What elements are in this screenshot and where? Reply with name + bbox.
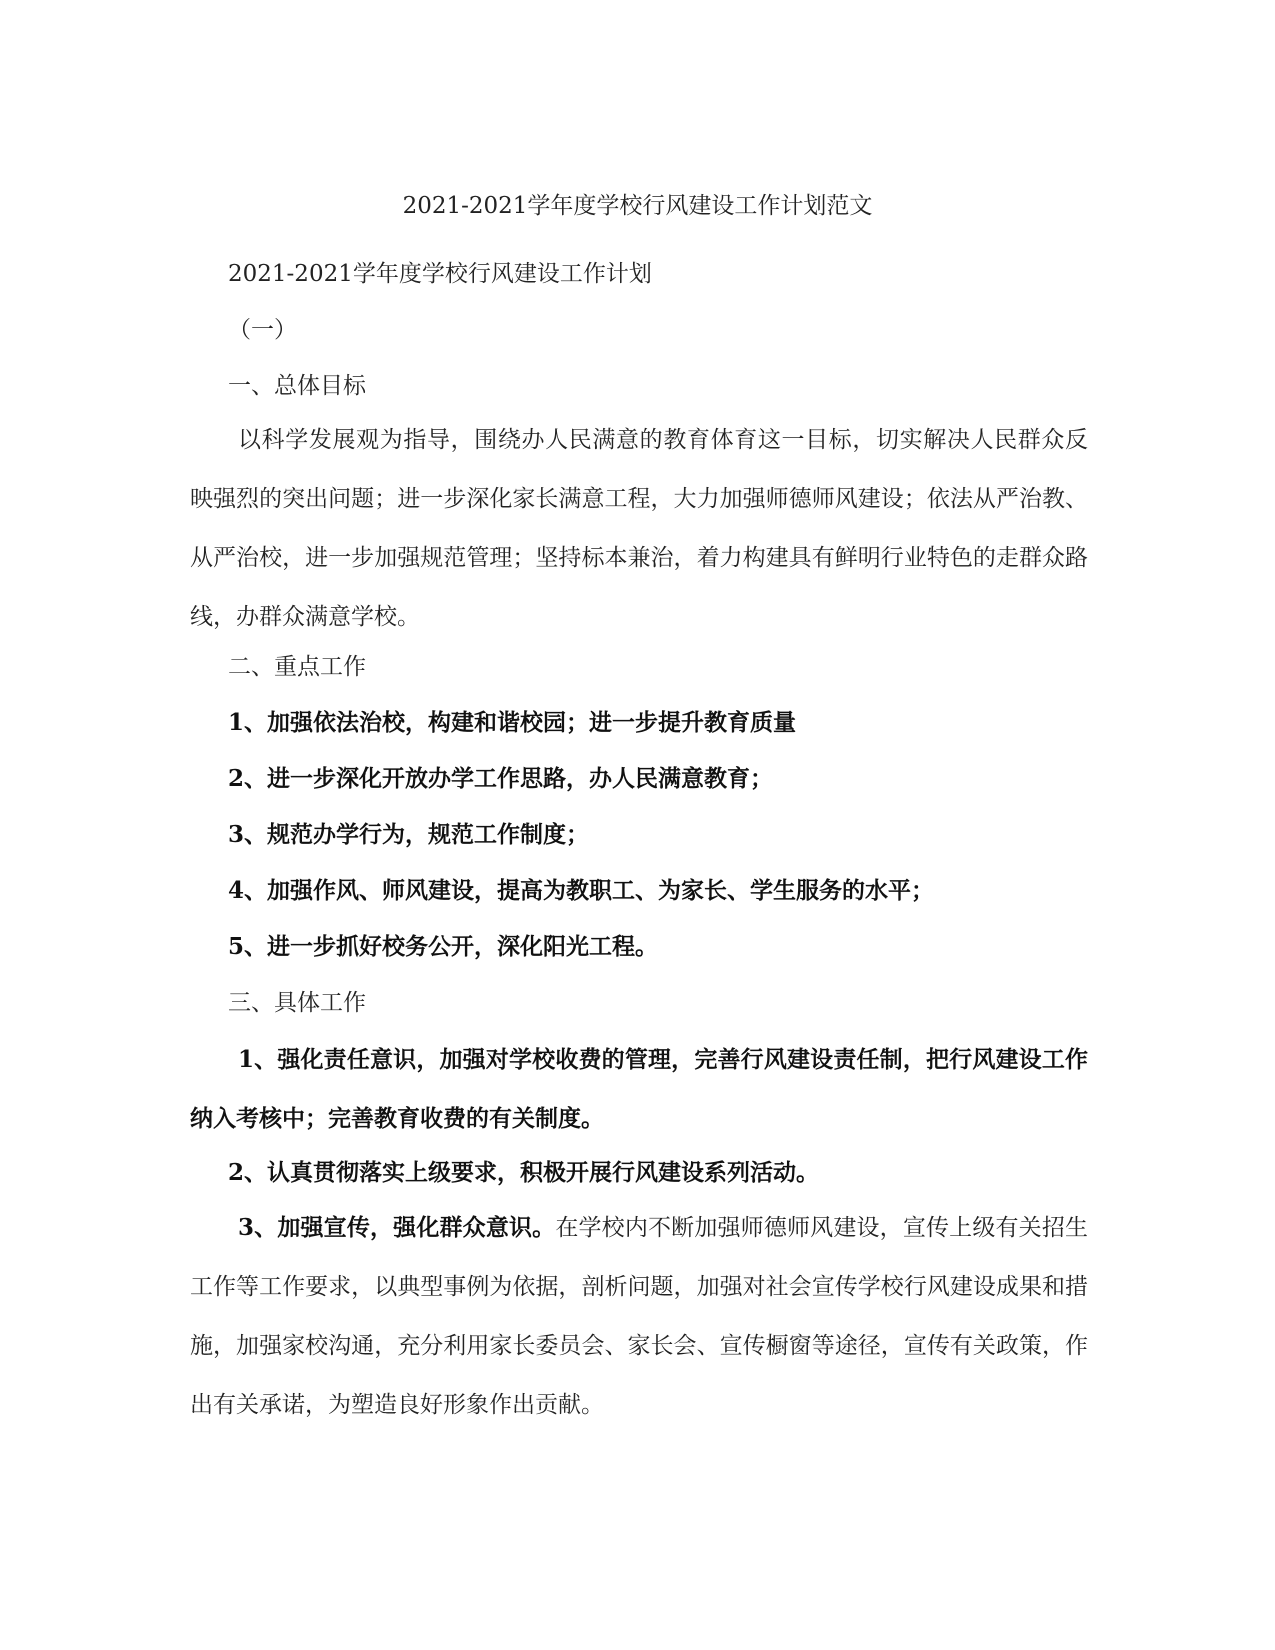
section3-item-3 xyxy=(190,1198,1088,1435)
section2-item-4: 4、加强作风、师风建设，提高为教职工、为家长、学生服务的水平； xyxy=(228,877,935,904)
section2-item-2: 2、进一步深化开放办学工作思路，办人民满意教育； xyxy=(228,765,774,792)
section3-item-2: 2、认真贯彻落实上级要求，积极开展行风建设系列活动。 xyxy=(228,1159,820,1186)
part-marker: （一） xyxy=(228,317,297,343)
document-subtitle: 2021-2021学年度学校行风建设工作计划 xyxy=(228,261,652,287)
section2-item-1: 1、加强依法治校，构建和谐校园；进一步提升教育质量 xyxy=(228,709,797,736)
section1-paragraph: 以科学发展观为指导，围绕办人民满意的教育体育这一目标，切实解决人民群众反映强烈的突出问题；进一步深化家长满意工程，大力加强师德师风建设；依法从严治教、从严治校，进一步加强规范管理；坚持标本兼治，着力构建具有鲜明行业特色的走群众路线，办群众满意学校。 xyxy=(190,427,1088,630)
section3-item-3-lead: 3、加强宣传，强化群众意识。 xyxy=(238,1214,556,1241)
document-title: 2021-2021学年度学校行风建设工作计划范文 xyxy=(402,193,873,219)
section2-item-5: 5、进一步抓好校务公开，深化阳光工程。 xyxy=(228,933,659,960)
section1-heading: 一、总体目标 xyxy=(228,373,366,399)
section3-item-3-body: 在学校内不断加强师德师风建设，宣传上级有关招生工作等工作要求，以典型事例为依据，剖析问题，加强对社会宣传学校行风建设成果和措施，加强家校沟通，充分利用家长委员会、家长会、宣传橱窗等途径，宣传有关政策，作出有关承诺，为塑造良好形象作出贡献。 xyxy=(190,1215,1089,1418)
section3-heading: 三、具体工作 xyxy=(228,990,366,1016)
section2-heading: 二、重点工作 xyxy=(228,654,366,680)
section2-item-3: 3、规范办学行为，规范工作制度； xyxy=(228,821,590,848)
section3-item-1: 1、强化责任意识，加强对学校收费的管理，完善行风建设责任制，把行风建设工作纳入考核中；完善教育收费的有关制度。 xyxy=(190,1046,1088,1132)
